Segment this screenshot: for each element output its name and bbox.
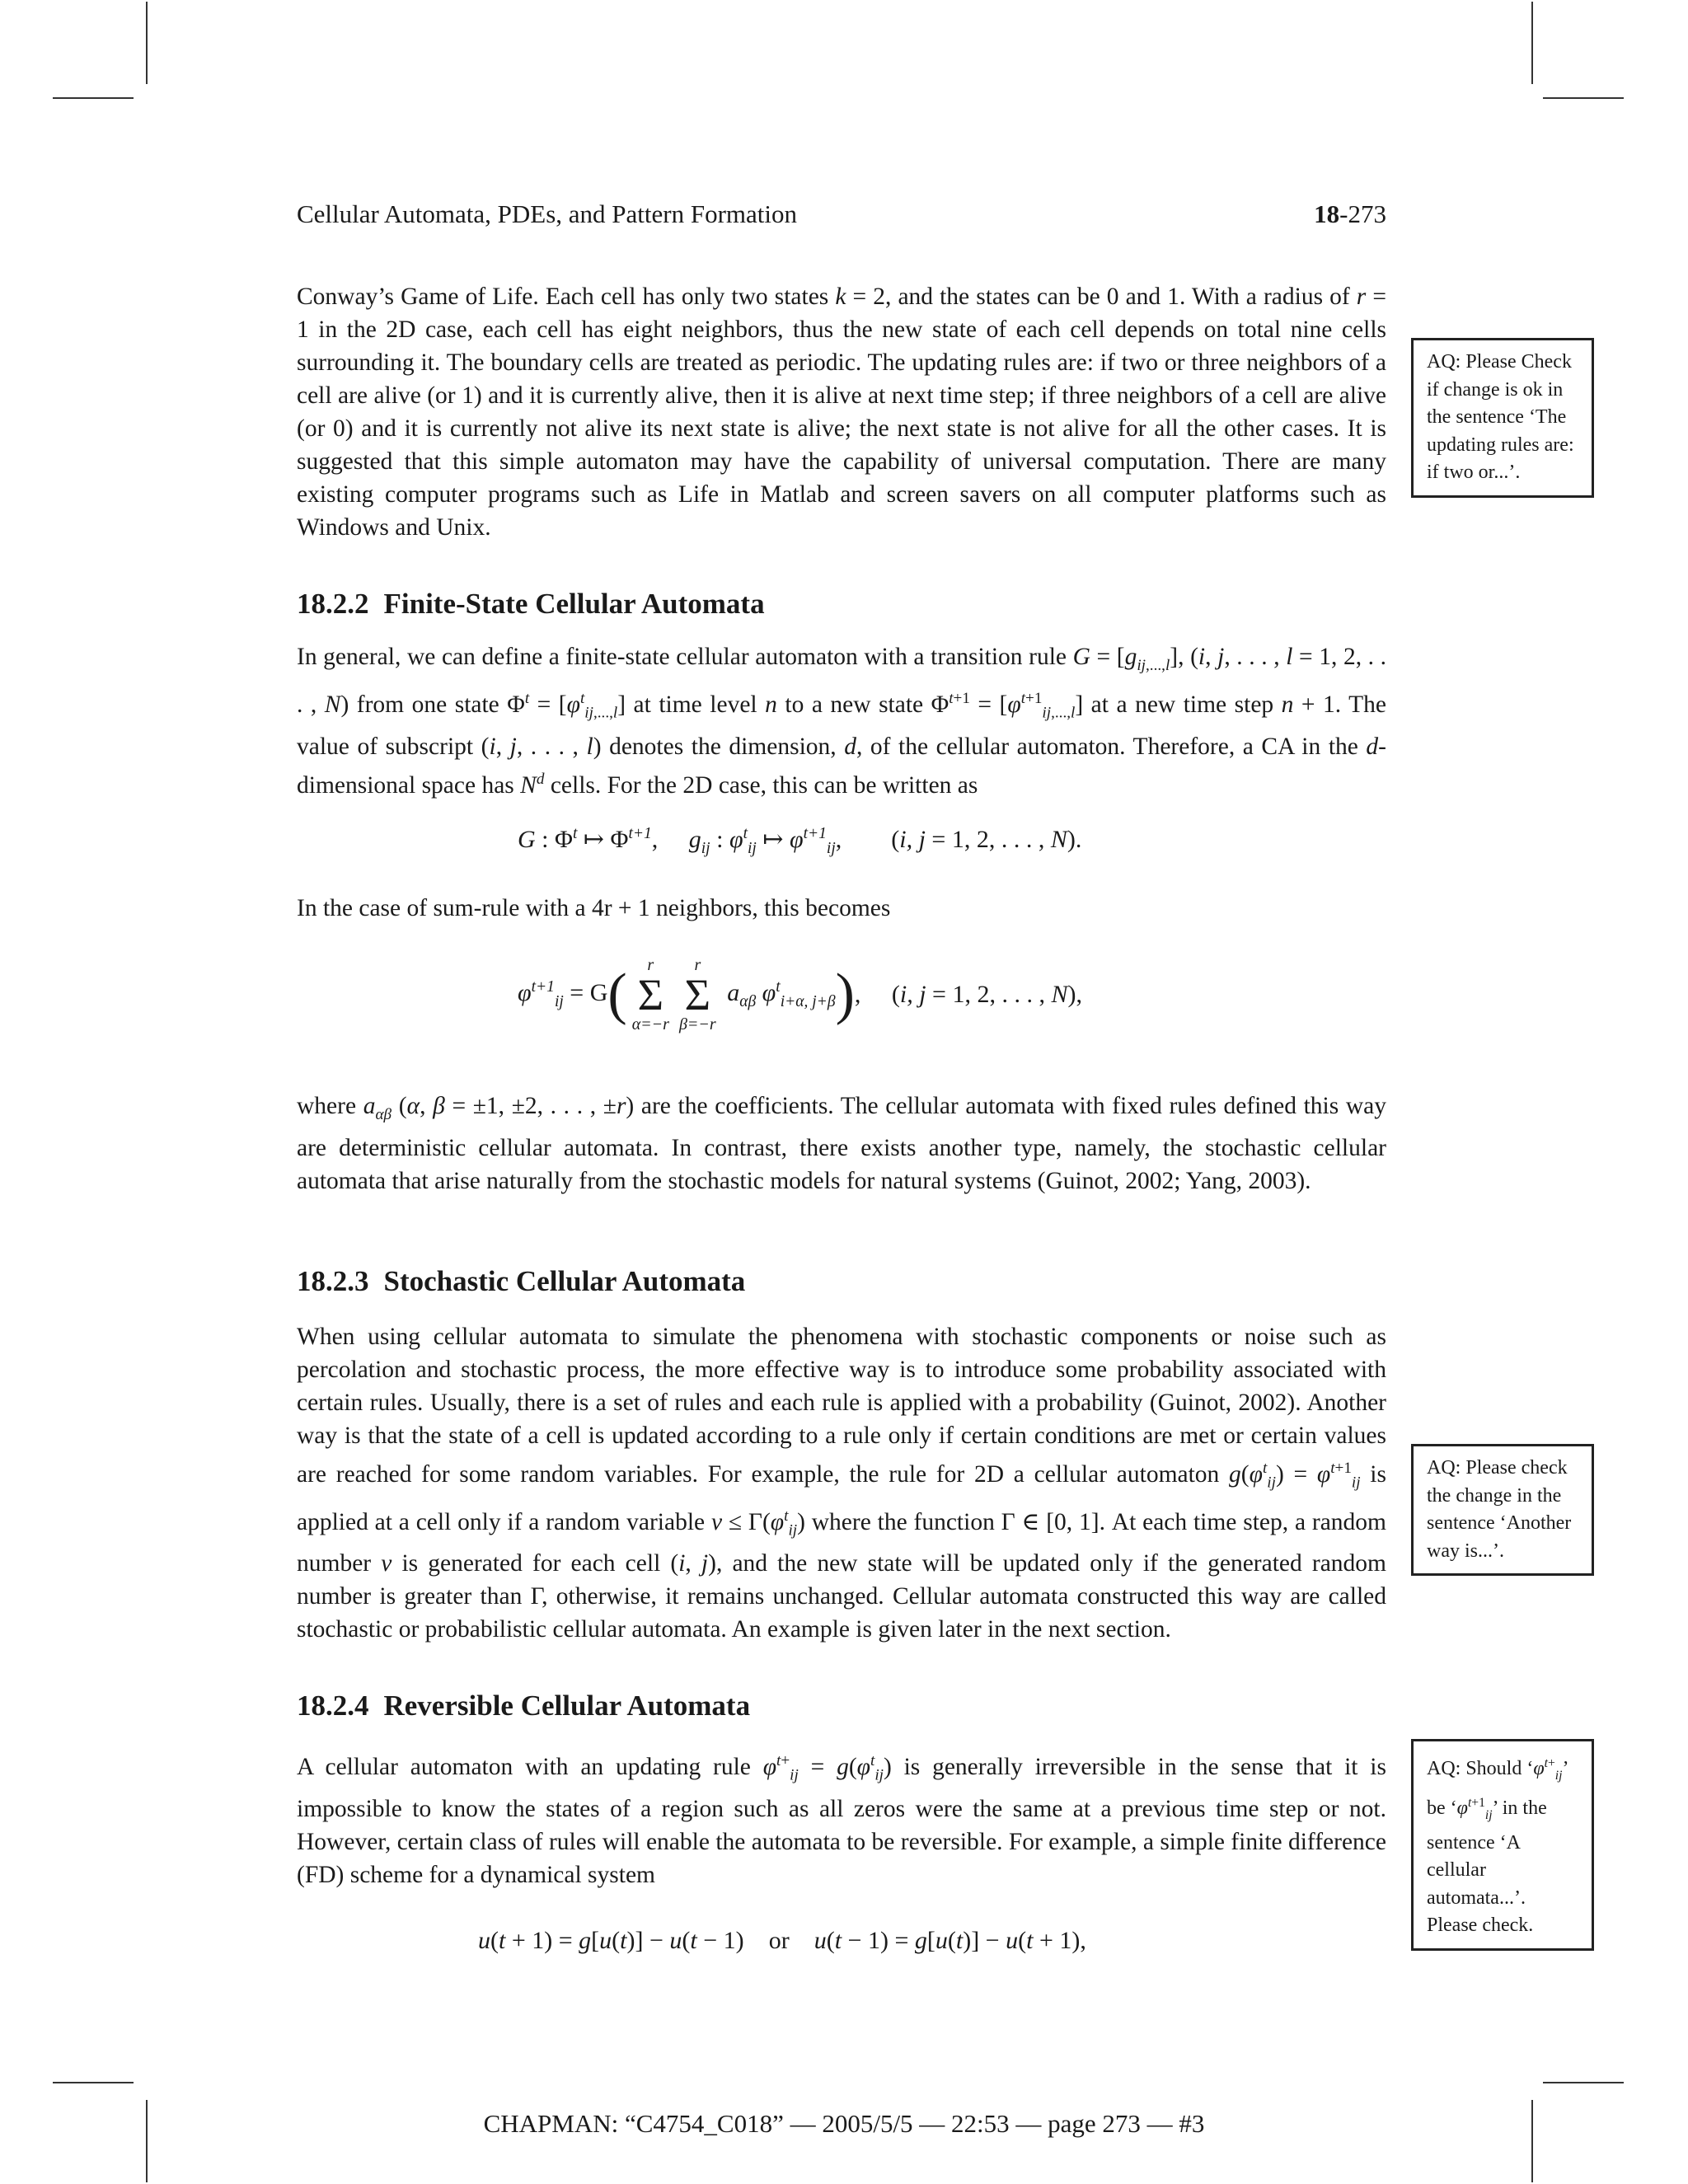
equation-finite-difference: u(t + 1) = g[u(t)] − u(t − 1) or u(t − 1) = g[u(t)] − u(t + 1), — [478, 1927, 1086, 1954]
author-query-box: AQ: Please Check if change is ok in the sentence ‘The updating rules are: if two or...’. — [1411, 338, 1594, 498]
crop-mark — [146, 2, 148, 84]
page-number: 18-273 — [1314, 199, 1386, 228]
crop-mark — [1543, 97, 1624, 99]
crop-mark — [53, 97, 134, 99]
running-head — [297, 198, 1386, 231]
section-heading: 18.2.4 Reversible Cellular Automata — [297, 1690, 751, 1722]
crop-mark — [1531, 2, 1533, 84]
paragraph-coefficients: where $a_{\alpha\beta}$ (α, β = ±1, ±2, . . . , ±r) are the coefficients. The cellular automata with fixed rules defined this way are deterministic cellular automata. In contrast, there exists another type, namely, the stochastic cellular automata that arise naturally from the stochastic models for natural systems (Guinot, 2002; Yang, 2003). — [297, 1093, 1387, 1194]
running-head-title: Cellular Automata, PDEs, and Pattern Formation — [297, 199, 797, 228]
paragraph-reversible: A cellular automaton with an updating rule $\varphi^{t+}_{ij} = g(\varphi^t_{ij})$ is generally irreversible in the sense that it is impossible to know the states of a region such as all zeros were the same at a previous time step or not. However, certain class of rules will enable the automata to be reversible. For example, a simple finite difference (FD) scheme for a dynamical system — [297, 1752, 1386, 1888]
section-heading: 18.2.3 Stochastic Cellular Automata — [297, 1265, 746, 1297]
author-query-box: AQ: Please check the change in the sentence ‘Another way is...’. — [1411, 1444, 1594, 1576]
paragraph-finite-state: In general, we can define a finite-state cellular automaton with a transition rule $G = [g_{ij,...,l}]$, (i, j, . . . , l = 1, 2, . . . , N) from one state $\Phi^t = [\varphi^t_{ij,...,l}]$ at time level n to a new state $\Phi^{t+1} = [\varphi^{t+1}_{ij,...,l}]$ at a new time step n + 1. The value of subscript (i, j, . . . , l) denotes the dimension, d, of the cellular automaton. Therefore, a CA in the d-dimensional space has $N^d$ cells. For the 2D case, this can be written as — [297, 644, 1387, 799]
crop-mark — [53, 2082, 134, 2083]
equation-transition-rule: G : $\Phi^t$ ↦ $\Phi^{t+1}$, $g_{ij}$ : $\varphi^t_{ij}$ ↦ $\varphi^{t+1}_{ij}$, (i, j = 1, 2, . . . , N). — [518, 825, 1082, 857]
equation-sum-rule: $\varphi^{t+1}_{ij} = G$( r Σ α=−r r Σ β=−r $a_{\alpha\beta}$ $\varphi^t_{i+\alpha, j+\beta}$), (i, j = 1, 2, . . . , N), — [518, 956, 1082, 1033]
section-heading: 18.2.2 Finite-State Cellular Automata — [297, 588, 765, 620]
paragraph-sum-rule: In the case of sum-rule with a 4r + 1 neighbors, this becomes — [297, 895, 891, 921]
page-footer: CHAPMAN: “C4754_C018” — 2005/5/5 — 22:53 — page 273 — #3 — [483, 2109, 1205, 2138]
paragraph-game-of-life: Conway’s Game of Life. Each cell has only two states k = 2, and the states can be 0 and 1. With a radius of r = 1 in the 2D case, each cell has eight neighbors, thus the new state of each cell depends on total nine cells surrounding it. The boundary cells are treated as periodic. The updating rules are: if two or three neighbors of a cell are alive (or 1) and it is currently alive, then it is alive at next time step; if three neighbors of a cell are alive (or 0) and it is currently not alive its next state is alive; the next state is not alive for all the other cases. It is suggested that this simple automaton may have the capability of universal computation. There are many existing computer programs such as Life in Matlab and screen savers on all computer platforms such as Windows and Unix. — [297, 284, 1386, 541]
author-query-box: AQ: Should ‘$\varphi^{t+}_{ij}$’ be ‘$\varphi^{t+1}_{ij}$’ in the sentence ‘A cellular automata...’. Please check. — [1411, 1739, 1594, 1951]
crop-mark — [1543, 2082, 1624, 2083]
paragraph-stochastic: When using cellular automata to simulate the phenomena with stochastic components or noise such as percolation and stochastic process, the more effective way is to introduce some probability associated with certain rules. Usually, there is a set of rules and each rule is applied with a probability (Guinot, 2002). Another way is that the state of a cell is updated according to a rule only if certain conditions are met or certain values are reached for some random variables. For example, the rule for 2D a cellular automaton $g(\varphi^t_{ij}) = \varphi^{t+1}_{ij}$ is applied at a cell only if a random variable $v \le \Gamma(\varphi^t_{ij})$ where the function Γ ∈ [0, 1]. At each time step, a random number v is generated for each cell (i, j), and the new state will be updated only if the generated random number is greater than Γ, otherwise, it remains unchanged. Cellular automata constructed this way are called stochastic or probabilistic cellular automata. An example is given later in the next section. — [297, 1324, 1386, 1643]
